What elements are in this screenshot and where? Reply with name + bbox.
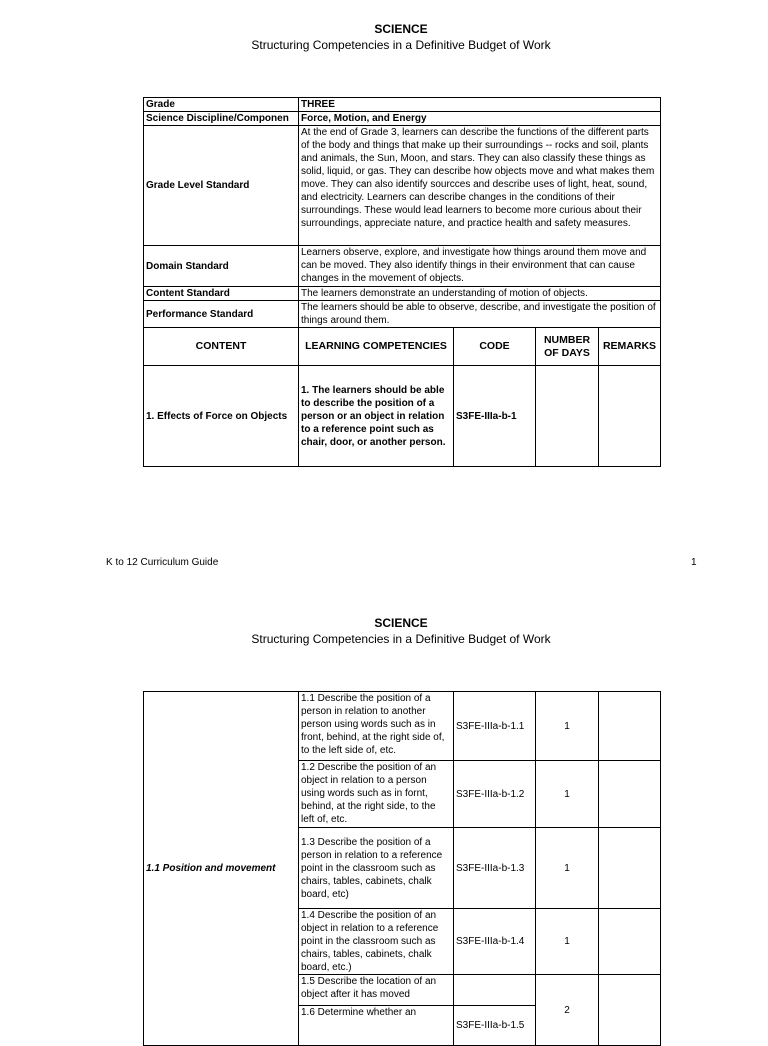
code-cell: S3FE-IIIa-b-1.3 xyxy=(454,828,536,909)
info-value: THREE xyxy=(299,98,661,112)
remarks-cell xyxy=(599,828,661,909)
section-label: 1.1 Position and movement xyxy=(144,692,299,1046)
days-cell: 1 xyxy=(536,761,599,828)
competency-cell: 1.6 Determine whether an xyxy=(299,1006,454,1046)
col-header-days: NUMBER OF DAYS xyxy=(536,328,599,366)
footer-left: K to 12 Curriculum Guide xyxy=(106,557,219,568)
code-cell xyxy=(454,975,536,1006)
table-row xyxy=(144,692,661,761)
code-cell: S3FE-IIIa-b-1.4 xyxy=(454,909,536,975)
remarks-cell xyxy=(599,761,661,828)
info-row-content-standard xyxy=(144,287,661,301)
info-label: Performance Standard xyxy=(144,301,299,328)
info-label: Grade Level Standard xyxy=(144,126,299,246)
page-2 xyxy=(0,594,768,1031)
col-header-remarks: REMARKS xyxy=(599,328,661,366)
page-subtitle: Structuring Competencies in a Definitive Budget of Work xyxy=(251,632,551,646)
standards-table xyxy=(143,97,661,467)
info-row-grade-level-standard xyxy=(144,126,661,246)
table-row xyxy=(144,366,661,467)
info-label: Grade xyxy=(144,98,299,112)
remarks-cell xyxy=(599,366,661,467)
page-subtitle: Structuring Competencies in a Definitive Budget of Work xyxy=(251,38,551,52)
info-row-domain-standard xyxy=(144,246,661,287)
code-cell: S3FE-IIIa-b-1 xyxy=(454,366,536,467)
info-value: At the end of Grade 3, learners can describe the functions of the different parts of the body and things that make up their surroundings -- rocks and soil, plants and animals, the Sun, Moon, and stars. They can also classify these things as solid, liquid, or gas. They can describe how objects move and what makes them move. They can also identify sourcces and describe uses of light, heat, sound, and electricity. Learners can describe changes in the conditions of their surroundings. These would lead learners to become more curious about their surroundings, appreciate nature, and practice health and safety measures. xyxy=(299,126,661,246)
days-cell: 1 xyxy=(536,828,599,909)
info-value: The learners demonstrate an understanding of motion of objects. xyxy=(299,287,661,301)
col-header-competencies: LEARNING COMPETENCIES xyxy=(299,328,454,366)
days-cell: 2 xyxy=(536,975,599,1046)
page-title: SCIENCE xyxy=(374,616,428,630)
code-cell: S3FE-IIIa-b-1.1 xyxy=(454,692,536,761)
page-title: SCIENCE xyxy=(374,22,428,36)
info-row-performance-standard xyxy=(144,301,661,328)
days-cell: 1 xyxy=(536,909,599,975)
remarks-cell xyxy=(599,909,661,975)
col-header-content: CONTENT xyxy=(144,328,299,366)
page-number: 1 xyxy=(691,557,697,568)
code-cell: S3FE-IIIa-b-1.2 xyxy=(454,761,536,828)
info-label: Science Discipline/Componen xyxy=(144,112,299,126)
info-row-grade xyxy=(144,98,661,112)
info-row-discipline xyxy=(144,112,661,126)
column-header-row xyxy=(144,328,661,366)
remarks-cell xyxy=(599,975,661,1046)
competency-cell: 1.1 Describe the position of a person in relation to another person using words such as in front, behind, at the right side of, to the left side of, etc. xyxy=(299,692,454,761)
info-value: Learners observe, explore, and investigate how things around them move and can be moved. They also identify things in their environment that can cause changes in the movement of objects. xyxy=(299,246,661,287)
competency-table xyxy=(143,691,661,1046)
info-value: Force, Motion, and Energy xyxy=(299,112,661,126)
info-label: Content Standard xyxy=(144,287,299,301)
competency-cell: 1.5 Describe the location of an object after it has moved xyxy=(299,975,454,1006)
info-value: The learners should be able to observe, describe, and investigate the position of things around them. xyxy=(299,301,661,328)
info-label: Domain Standard xyxy=(144,246,299,287)
days-cell xyxy=(536,366,599,467)
col-header-code: CODE xyxy=(454,328,536,366)
competency-cell: 1. The learners should be able to describe the position of a person or an object in relation to a reference point such as chair, door, or another person. xyxy=(299,366,454,467)
competency-cell: 1.2 Describe the position of an object in relation to a person using words such as in fornt, behind, at the right side, to the left of, etc. xyxy=(299,761,454,828)
code-cell: S3FE-IIIa-b-1.5 xyxy=(454,1006,536,1046)
remarks-cell xyxy=(599,692,661,761)
days-cell: 1 xyxy=(536,692,599,761)
competency-cell: 1.3 Describe the position of a person in relation to a reference point in the classroom such as chairs, tables, cabinets, chalk board, etc) xyxy=(299,828,454,909)
competency-cell: 1.4 Describe the position of an object in relation to a reference point in the classroom such as chairs, tables, cabinets, chalk board, etc.) xyxy=(299,909,454,975)
content-cell: 1. Effects of Force on Objects xyxy=(144,366,299,467)
